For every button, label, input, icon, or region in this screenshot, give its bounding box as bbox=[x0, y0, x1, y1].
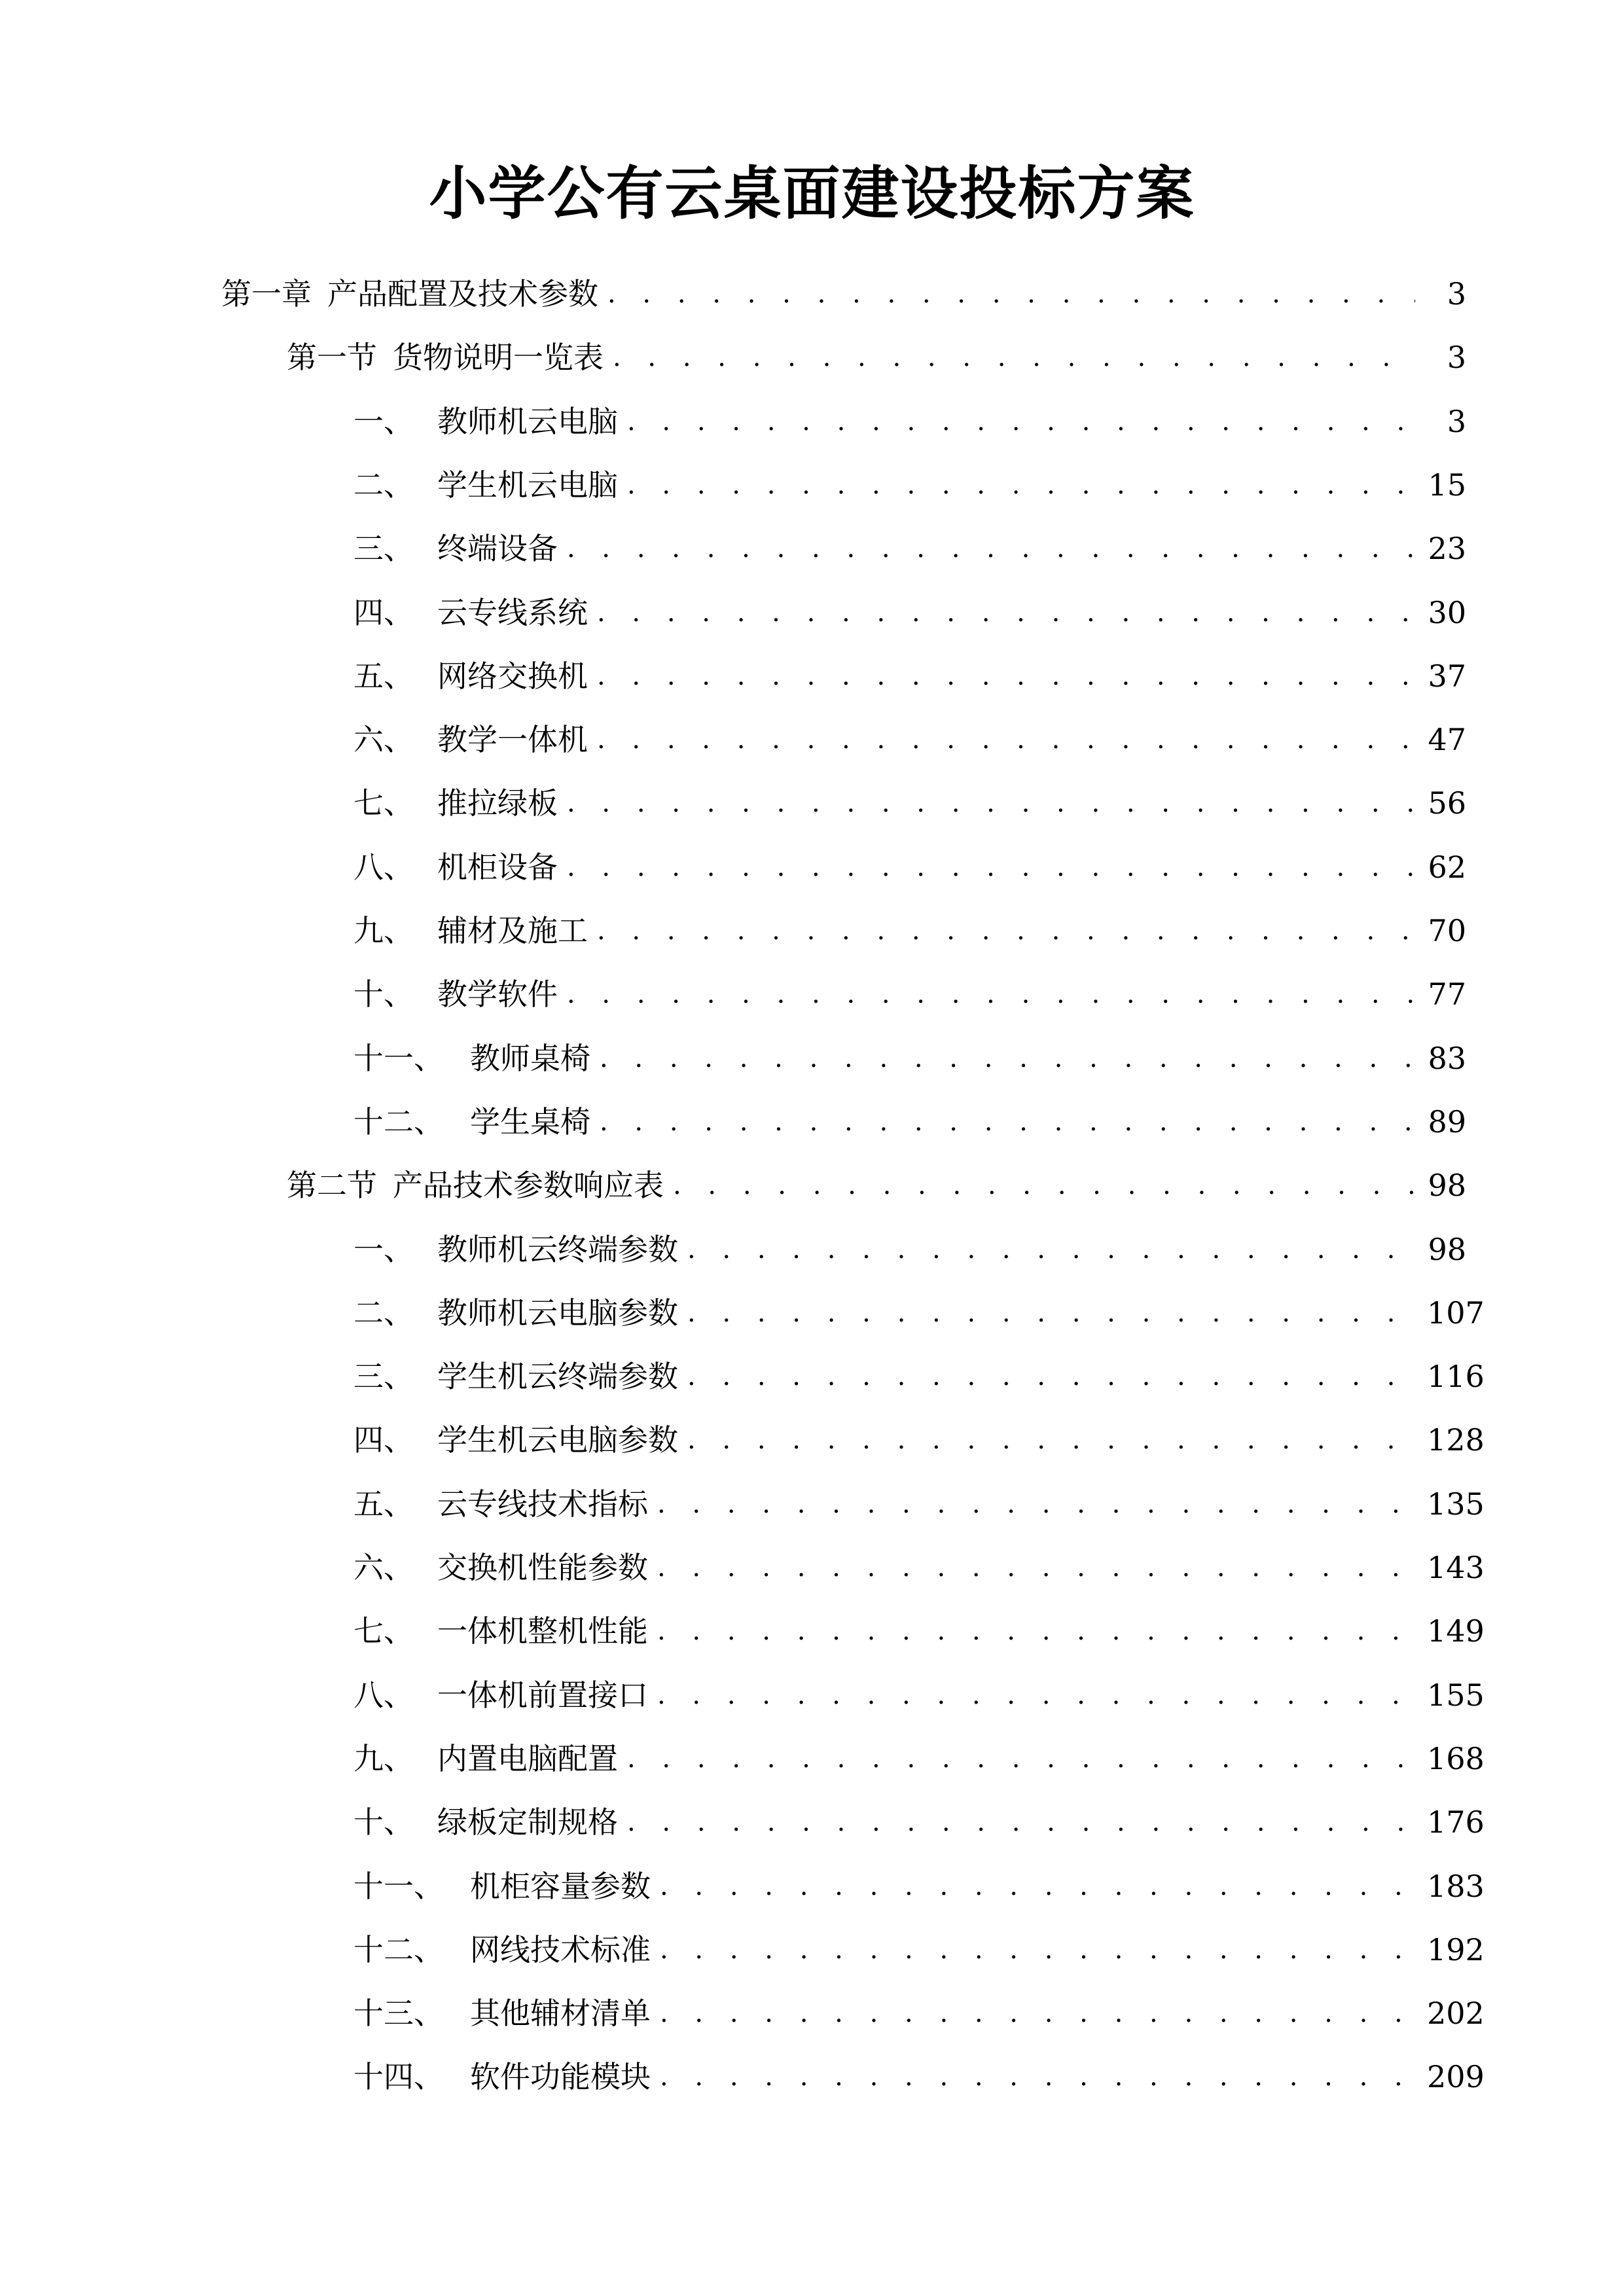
toc-entry-page-number: 168 bbox=[1427, 1740, 1485, 1776]
toc-entry-title: 产品技术参数响应表 bbox=[393, 1168, 664, 1204]
toc-entry-number: 九、 bbox=[353, 1740, 414, 1776]
toc-entry-number: 十、 bbox=[353, 1804, 414, 1840]
toc-dot-leader bbox=[660, 1867, 1415, 1906]
toc-dot-leader bbox=[607, 274, 1415, 314]
toc-entry-number: 七、 bbox=[353, 785, 414, 821]
toc-entry-title: 一体机前置接口 bbox=[437, 1677, 648, 1713]
toc-entry-title: 产品配置及技术参数 bbox=[327, 276, 598, 312]
toc-entry-page-number: 183 bbox=[1427, 1868, 1485, 1904]
toc-entry[interactable] bbox=[353, 1281, 1485, 1345]
toc-dot-leader bbox=[600, 1102, 1415, 1141]
toc-entry-page-number: 23 bbox=[1428, 531, 1466, 567]
toc-dot-leader bbox=[597, 720, 1415, 759]
toc-dot-leader bbox=[687, 1420, 1415, 1460]
toc-dot-leader bbox=[657, 1676, 1415, 1715]
toc-entry-number: 二、 bbox=[353, 1295, 414, 1331]
toc-entry-number: 十四、 bbox=[353, 2059, 444, 2095]
toc-entry-number: 九、 bbox=[353, 913, 414, 948]
toc-entry[interactable] bbox=[353, 1599, 1485, 1663]
toc-entry-number: 十二、 bbox=[353, 1103, 444, 1139]
toc-entry-page-number: 176 bbox=[1427, 1804, 1485, 1840]
toc-entry-page-number: 3 bbox=[1447, 340, 1466, 376]
toc-dot-leader bbox=[657, 1611, 1415, 1651]
toc-dot-leader bbox=[673, 1166, 1415, 1205]
toc-dot-leader bbox=[660, 2057, 1415, 2096]
toc-entry-number: 六、 bbox=[353, 722, 414, 758]
toc-entry-title: 网络交换机 bbox=[437, 658, 588, 694]
toc-entry[interactable] bbox=[353, 1854, 1485, 1918]
toc-entry-page-number: 149 bbox=[1427, 1613, 1485, 1649]
toc-entry-title: 内置电脑配置 bbox=[437, 1740, 618, 1776]
toc-dot-leader bbox=[627, 465, 1415, 505]
toc-entry-title: 学生机云电脑 bbox=[437, 467, 618, 503]
toc-entry-number: 一、 bbox=[353, 403, 414, 439]
toc-dot-leader bbox=[627, 1803, 1415, 1842]
toc-entry-page-number: 98 bbox=[1428, 1231, 1466, 1267]
toc-entry[interactable] bbox=[353, 644, 1466, 708]
toc-entry-page-number: 128 bbox=[1427, 1422, 1485, 1458]
toc-entry-number: 一、 bbox=[353, 1231, 414, 1267]
toc-entry[interactable] bbox=[287, 1153, 1466, 1217]
toc-entry-title: 其他辅材清单 bbox=[470, 1996, 651, 2032]
toc-entry-page-number: 15 bbox=[1428, 467, 1466, 503]
toc-entry[interactable] bbox=[353, 1472, 1485, 1536]
toc-entry[interactable] bbox=[353, 1663, 1485, 1727]
toc-entry-number: 四、 bbox=[353, 594, 414, 630]
toc-entry-number: 第一章 bbox=[221, 276, 312, 312]
toc-entry-page-number: 143 bbox=[1427, 1550, 1485, 1585]
toc-entry-number: 十三、 bbox=[353, 1996, 444, 2032]
toc-entry-number: 五、 bbox=[353, 658, 414, 694]
toc-entry-page-number: 62 bbox=[1428, 849, 1466, 885]
toc-entry-page-number: 192 bbox=[1427, 1931, 1485, 1967]
toc-entry-page-number: 3 bbox=[1447, 403, 1466, 439]
toc-entry-page-number: 116 bbox=[1427, 1359, 1485, 1395]
toc-entry-title: 网线技术标准 bbox=[470, 1931, 651, 1967]
toc-entry-title: 交换机性能参数 bbox=[437, 1550, 648, 1585]
toc-entry-number: 五、 bbox=[353, 1486, 414, 1522]
toc-entry-page-number: 98 bbox=[1428, 1168, 1466, 1204]
toc-entry-page-number: 30 bbox=[1428, 594, 1466, 630]
toc-dot-leader bbox=[687, 1293, 1415, 1333]
toc-entry-title: 教师机云电脑 bbox=[437, 403, 618, 439]
toc-entry[interactable] bbox=[353, 453, 1466, 517]
toc-entry-title: 教学软件 bbox=[437, 977, 558, 1013]
toc-entry-title: 辅材及施工 bbox=[437, 913, 588, 948]
toc-entry[interactable] bbox=[353, 1090, 1466, 1154]
toc-dot-leader bbox=[613, 338, 1415, 377]
toc-entry-page-number: 83 bbox=[1428, 1040, 1466, 1076]
toc-entry-title: 教师机云终端参数 bbox=[437, 1231, 678, 1267]
toc-entry[interactable] bbox=[353, 2045, 1485, 2109]
toc-dot-leader bbox=[597, 911, 1415, 950]
toc-entry-title: 教师机云电脑参数 bbox=[437, 1295, 678, 1331]
toc-entry[interactable] bbox=[353, 1727, 1485, 1791]
toc-dot-leader bbox=[567, 783, 1415, 823]
toc-entry-page-number: 202 bbox=[1427, 1996, 1485, 2032]
toc-entry-title: 云专线技术指标 bbox=[437, 1486, 648, 1522]
toc-dot-leader bbox=[687, 1230, 1415, 1269]
toc-entry-page-number: 3 bbox=[1447, 276, 1466, 312]
toc-entry[interactable] bbox=[287, 325, 1466, 389]
toc-entry-page-number: 56 bbox=[1428, 785, 1466, 821]
toc-dot-leader bbox=[567, 975, 1415, 1014]
toc-entry-title: 学生桌椅 bbox=[470, 1103, 590, 1139]
toc-entry-title: 货物说明一览表 bbox=[393, 340, 604, 376]
toc-entry-page-number: 107 bbox=[1427, 1295, 1485, 1331]
toc-entry[interactable] bbox=[221, 262, 1466, 326]
toc-entry-page-number: 155 bbox=[1427, 1677, 1485, 1713]
toc-entry[interactable] bbox=[353, 1535, 1485, 1600]
toc-dot-leader bbox=[687, 1357, 1415, 1396]
toc-dot-leader bbox=[660, 1994, 1415, 2033]
toc-entry[interactable] bbox=[353, 389, 1466, 454]
toc-entry-page-number: 209 bbox=[1427, 2059, 1485, 2095]
toc-entry-number: 第一节 bbox=[287, 340, 377, 376]
toc-entry-title: 教师桌椅 bbox=[470, 1040, 590, 1076]
toc-entry[interactable] bbox=[353, 1918, 1485, 1982]
toc-entry[interactable] bbox=[353, 1981, 1485, 2045]
toc-dot-leader bbox=[597, 656, 1415, 696]
toc-entry[interactable] bbox=[353, 962, 1466, 1026]
toc-entry-title: 绿板定制规格 bbox=[437, 1804, 618, 1840]
toc-entry-page-number: 77 bbox=[1428, 977, 1466, 1013]
toc-entry[interactable] bbox=[353, 1344, 1485, 1408]
toc-entry-number: 十一、 bbox=[353, 1868, 444, 1904]
toc-entry[interactable] bbox=[353, 1217, 1466, 1282]
toc-entry-number: 第二节 bbox=[287, 1168, 377, 1204]
toc-entry-title: 教学一体机 bbox=[437, 722, 588, 758]
toc-dot-leader bbox=[657, 1484, 1415, 1524]
toc-entry-title: 推拉绿板 bbox=[437, 785, 558, 821]
toc-entry-number: 四、 bbox=[353, 1422, 414, 1458]
toc-dot-leader bbox=[627, 1739, 1415, 1778]
toc-entry-number: 三、 bbox=[353, 1359, 414, 1395]
toc-entry[interactable] bbox=[353, 835, 1466, 899]
toc-entry-number: 十一、 bbox=[353, 1040, 444, 1076]
toc-entry-page-number: 70 bbox=[1428, 913, 1466, 948]
toc-entry-page-number: 135 bbox=[1427, 1486, 1485, 1522]
toc-entry-title: 机柜设备 bbox=[437, 849, 558, 885]
toc-entry-number: 十、 bbox=[353, 977, 414, 1013]
toc-entry-title: 一体机整机性能 bbox=[437, 1613, 648, 1649]
toc-entry[interactable] bbox=[353, 516, 1466, 581]
toc-entry-title: 机柜容量参数 bbox=[470, 1868, 651, 1904]
toc-entry[interactable] bbox=[353, 708, 1466, 772]
toc-entry-number: 六、 bbox=[353, 1550, 414, 1585]
toc-entry-page-number: 47 bbox=[1428, 722, 1466, 758]
toc-dot-leader bbox=[567, 848, 1415, 887]
toc-entry-page-number: 37 bbox=[1428, 658, 1466, 694]
toc-entry-number: 八、 bbox=[353, 849, 414, 885]
document-title: 小学公有云桌面建设投标方案 bbox=[429, 159, 1195, 227]
toc-dot-leader bbox=[597, 593, 1415, 632]
toc-entry[interactable] bbox=[353, 899, 1466, 963]
toc-entry-number: 八、 bbox=[353, 1677, 414, 1713]
toc-entry-number: 三、 bbox=[353, 531, 414, 567]
toc-entry[interactable] bbox=[353, 581, 1466, 645]
toc-entry[interactable] bbox=[353, 1026, 1466, 1090]
toc-entry[interactable] bbox=[353, 1790, 1485, 1854]
toc-dot-leader bbox=[660, 1930, 1415, 1969]
toc-entry-number: 七、 bbox=[353, 1613, 414, 1649]
toc-dot-leader bbox=[657, 1548, 1415, 1587]
toc-entry-number: 二、 bbox=[353, 467, 414, 503]
toc-entry[interactable] bbox=[353, 771, 1466, 835]
toc-dot-leader bbox=[627, 402, 1415, 441]
toc-entry-title: 学生机云终端参数 bbox=[437, 1359, 678, 1395]
toc-entry-title: 软件功能模块 bbox=[470, 2059, 651, 2095]
toc-dot-leader bbox=[567, 529, 1415, 568]
toc-entry-page-number: 89 bbox=[1428, 1103, 1466, 1139]
toc-dot-leader bbox=[600, 1039, 1415, 1078]
toc-entry-title: 云专线系统 bbox=[437, 594, 588, 630]
toc-entry-number: 十二、 bbox=[353, 1931, 444, 1967]
toc-entry-title: 学生机云电脑参数 bbox=[437, 1422, 678, 1458]
toc-entry[interactable] bbox=[353, 1408, 1485, 1472]
toc-entry-title: 终端设备 bbox=[437, 531, 558, 567]
